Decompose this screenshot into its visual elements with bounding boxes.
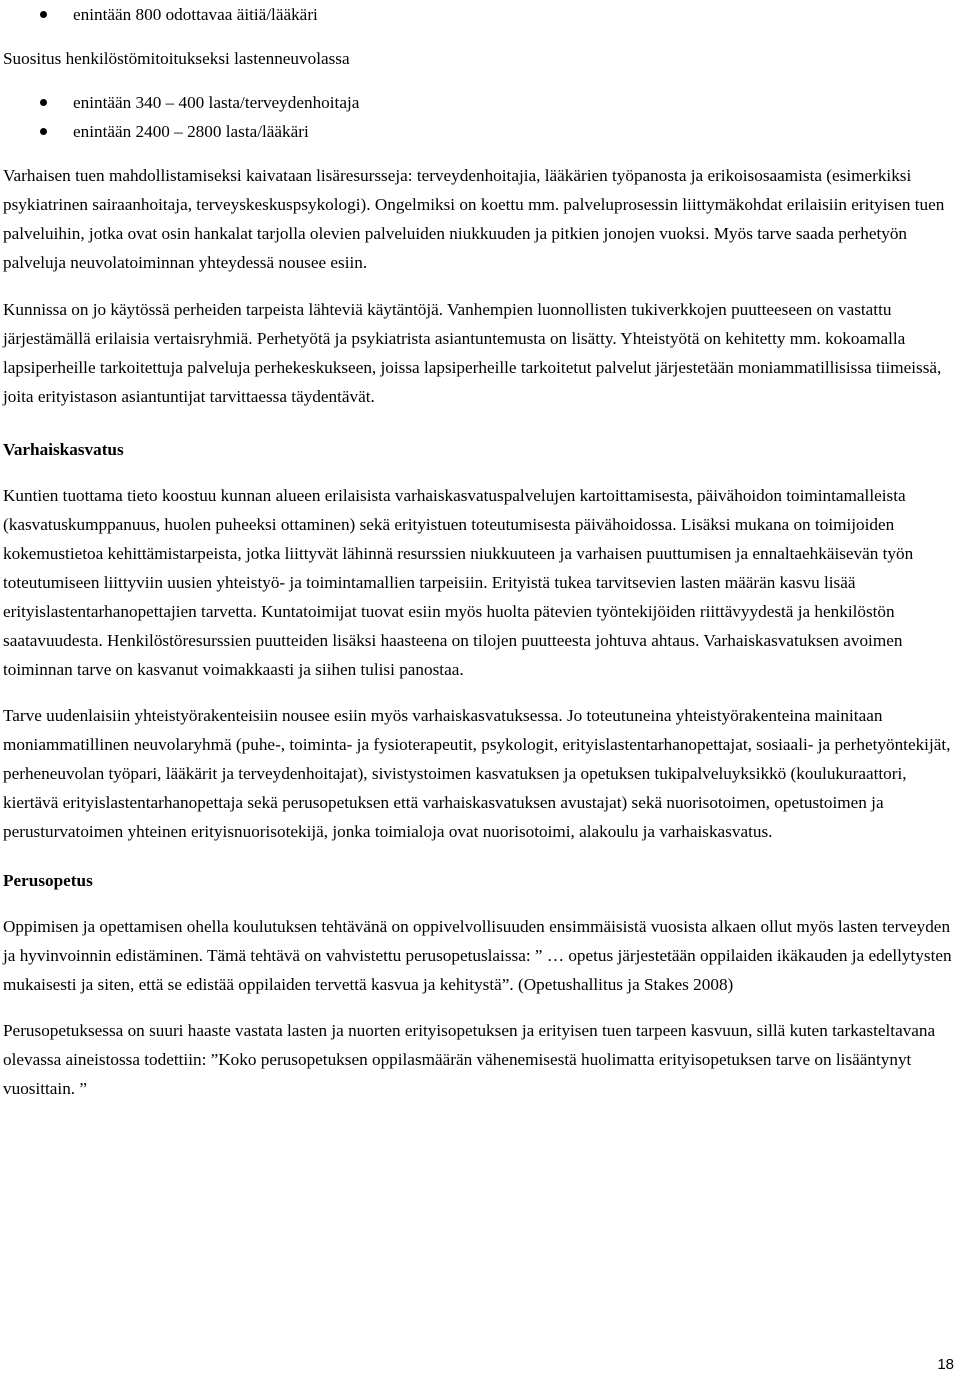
staffing-heading: Suositus henkilöstömitoitukseksi lastenneuvolassa	[3, 49, 350, 68]
paragraph: Tarve uudenlaisiin yhteistyörakenteisiin nousee esiin myös varhaiskasvatuksessa. Jo toteutuneina yhteistyörakenteina mainitaan moniammatillinen neuvolaryhmä (puhe-, toiminta- ja fysioterapeutit, psykologit, erityislastentarhanopettajat, sosiaali- ja perhetyöntekijät, perheneuvolan työpari, lääkärit ja terveydenhoitajat), sivistystoimen kasvatuksen ja opetuksen tukipalveluyksikkö (koulukuraattori, kiertävä erityislastentarhanopettaja sekä perusopetuksen että varhaiskasvatuksen avustajat) sekä nuorisotoimen, opetustoimen ja perusturvatoimen yhteinen erityisnuorisotekijä, jonka toimialoja ovat nuorisotoimi, alakoulu ja varhaiskasvatus.	[3, 706, 951, 841]
paragraph: Perusopetuksessa on suuri haaste vastata lasten ja nuorten erityisopetuksen ja erityisen tuen tarpeen kasvuun, sillä kuten tarkasteltavana olevassa aineistossa todettiin: ”Koko perusopetuksen oppilasmäärän vähenemisestä huolimatta erityisopetuksen tarve on lisääntynyt vuosittain. ”	[3, 1021, 936, 1098]
section-heading-perusopetus: Perusopetus	[3, 871, 93, 890]
list-item: enintään 800 odottavaa äitiä/lääkäri	[3, 0, 955, 29]
section-heading-varhaiskasvatus: Varhaiskasvatus	[3, 440, 124, 459]
page-number: 18	[937, 1356, 954, 1373]
paragraph: Varhaisen tuen mahdollistamiseksi kaivataan lisäresursseja: terveydenhoitajia, lääkärien työpanosta ja erikoisosaamista (esimerkiksi psykiatrinen sairaanhoitaja, terveyskeskuspsykologi). Ongelmiksi on koettu mm. palveluprosessin liittymäkohdat erilaisiin erityisen tuen palveluihin, jotka ovat osin hankalat tarjolla olevien palveluiden niukkuuden ja pitkien jonojen vuoksi. Myös tarve saada perhetyön palveluja neuvolatoiminnan yhteydessä nousee esiin.	[3, 166, 945, 272]
paragraph: Oppimisen ja opettamisen ohella koulutuksen tehtävänä on oppivelvollisuuden ensimmäisistä vuosista alkaen ollut myös lasten terveyden ja hyvinvoinnin edistäminen. Tämä tehtävä on vahvistettu perusopetuslaissa: ” … opetus järjestetään oppilaiden ikäkauden ja edellytysten mukaisesti ja siten, että se edistää oppilaiden tervettä kasvua ja kehitystä”. (Opetushallitus ja Stakes 2008)	[3, 917, 952, 994]
bullet-list-2	[3, 88, 955, 146]
list-item: enintään 340 – 400 lasta/terveydenhoitaja	[3, 88, 955, 117]
paragraph: Kuntien tuottama tieto koostuu kunnan alueen erilaisista varhaiskasvatuspalvelujen kartoittamisesta, päivähoidon toimintamalleista (kasvatuskumppanuus, huolen puheeksi ottaminen) sekä erityistuen toteutumisesta päivähoidossa. Lisäksi mukana on toimijoiden kokemustietoa kehittämistarpeista, jotka liittyvät lähinnä resurssien niukkuuteen ja varhaisen puuttumisen ja ennaltaehkäisevän työn toteutumiseen liittyviin uusien yhteistyö- ja toimintamallien tarpeisiin. Erityistä tukea tarvitsevien lasten määrän kasvu lisää erityislastentarhanopettajien tarvetta. Kuntatoimijat tuovat esiin myös huolta pätevien työntekijöiden riittävyydestä ja henkilöstön saatavuudesta. Henkilöstöresurssien puutteiden lisäksi haasteena on tilojen puutteesta johtuva ahtaus. Varhaiskasvatuksen avoimen toiminnan tarve on kasvanut voimakkaasti ja siihen tulisi panostaa.	[3, 486, 914, 679]
list-item: enintään 2400 – 2800 lasta/lääkäri	[3, 117, 955, 146]
document-page	[3, 0, 955, 1103]
bullet-list-1	[3, 0, 955, 29]
paragraph: Kunnissa on jo käytössä perheiden tarpeista lähteviä käytäntöjä. Vanhempien luonnollisten tukiverkkojen puutteeseen on vastattu järjestämällä erilaisia vertaisryhmiä. Perhetyötä ja psykiatrista asiantuntemusta on lisätty. Yhteistyötä on kehitetty mm. kokoamalla lapsiperheille tarkoitettuja palveluja perhekeskukseen, joissa lapsiperheille tarkoitetut palvelut järjestetään moniammatillisissa tiimeissä, joita erityistason asiantuntijat tarvittaessa täydentävät.	[3, 300, 942, 406]
